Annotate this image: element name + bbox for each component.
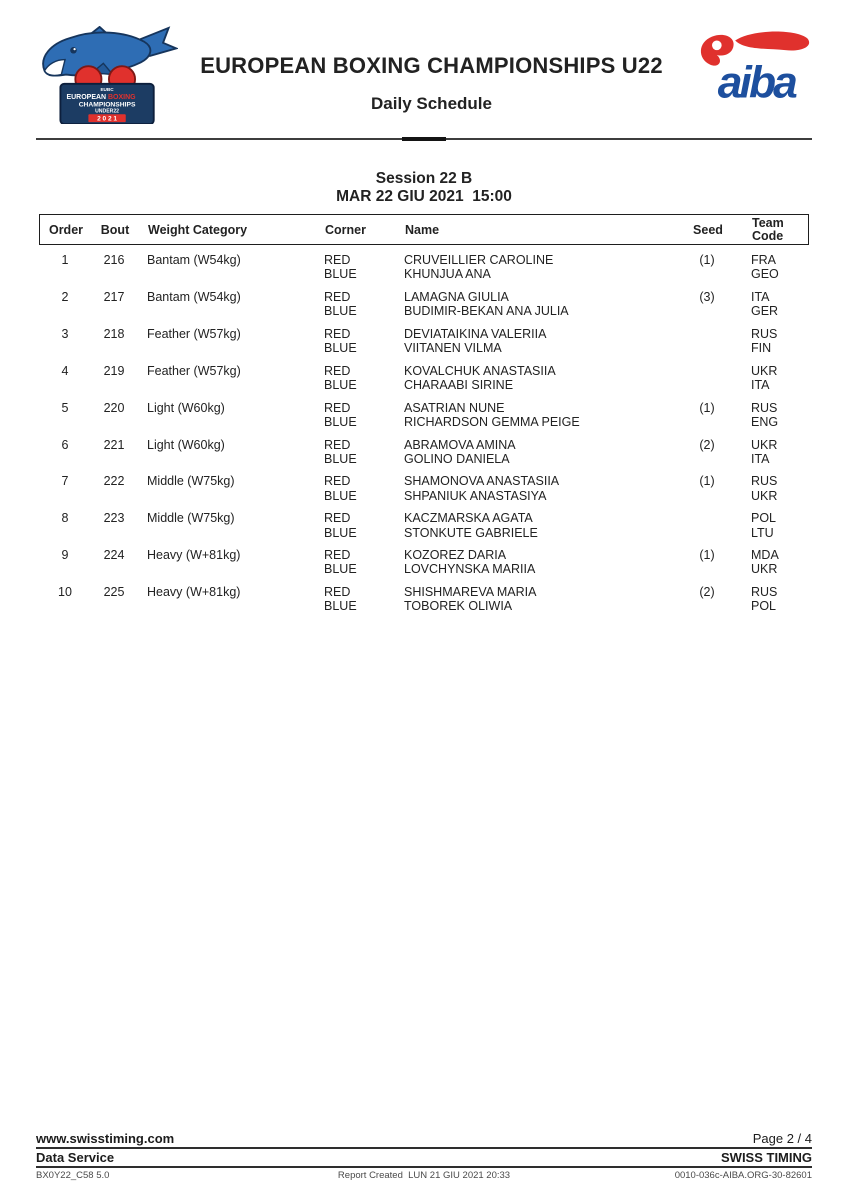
- aiba-wordmark: aiba: [717, 58, 795, 108]
- eubc-badge-boxing-text: BOXING: [108, 93, 136, 101]
- seed-column: [679, 401, 735, 429]
- bout-order: 4: [61, 363, 69, 378]
- red-corner-label: RED: [324, 253, 351, 267]
- header-divider: [36, 138, 812, 140]
- bout-row: [39, 474, 809, 502]
- bout-number: 216: [103, 253, 125, 267]
- name-column: [400, 364, 679, 392]
- footer-doc-id: 0010-036c-AIBA.ORG-30-82601: [674, 1170, 812, 1181]
- session-datetime: MAR 22 GIU 2021 15:00: [336, 188, 512, 205]
- column-header-weight-category: Weight Category: [148, 222, 248, 237]
- column-header-team-code: [736, 217, 810, 243]
- seed-column: [679, 290, 735, 318]
- blue-boxer-name: SHPANIUK ANASTASIYA: [404, 488, 547, 503]
- corner-column: [320, 401, 400, 429]
- red-team-code: UKR: [751, 437, 778, 452]
- seed-column: [679, 585, 735, 613]
- header-titles: [178, 26, 685, 114]
- blue-corner-label: BLUE: [324, 599, 357, 614]
- red-corner-label: RED: [324, 400, 351, 415]
- blue-boxer-name: TOBOREK OLIWIA: [404, 599, 513, 614]
- blue-corner-label: BLUE: [324, 525, 357, 540]
- corner-column: [320, 511, 400, 539]
- bout-order: 8: [61, 511, 69, 526]
- corner-column: [320, 548, 400, 576]
- red-boxer-name: LAMAGNA GIULIA: [404, 289, 509, 304]
- name-column: [400, 253, 679, 281]
- aiba-logo: [685, 26, 820, 113]
- bout-weight-category: Heavy (W+81kg): [147, 548, 241, 563]
- bout-number: 222: [103, 474, 125, 489]
- corner-column: [320, 474, 400, 502]
- corner-column: [320, 327, 400, 355]
- bout-number: 224: [103, 548, 125, 563]
- blue-boxer-name: KHUNJUA ANA: [404, 267, 491, 282]
- footer-company-label: SWISS TIMING: [721, 1150, 812, 1165]
- footer-report-created: Report Created LUN 21 GIU 2021 20:33: [337, 1170, 511, 1181]
- red-seed-value: (1): [699, 400, 715, 415]
- bout-weight-category: Feather (W57kg): [147, 363, 241, 378]
- bout-order: 10: [58, 585, 72, 600]
- seed-column: [679, 474, 735, 502]
- seed-column: [679, 253, 735, 281]
- blue-team-code: GEO: [751, 267, 779, 282]
- red-team-code: MDA: [751, 548, 779, 563]
- blue-boxer-name: STONKUTE GABRIELE: [404, 525, 538, 540]
- blue-corner-label: BLUE: [324, 562, 357, 577]
- red-boxer-name: CRUVEILLIER CAROLINE: [404, 253, 554, 267]
- red-corner-label: RED: [324, 289, 351, 304]
- bout-number: 217: [103, 289, 125, 304]
- document-footer: [36, 1131, 812, 1181]
- red-seed-value: (1): [699, 474, 715, 489]
- bout-order: 2: [61, 289, 69, 304]
- bout-number: 220: [103, 400, 125, 415]
- column-header-team-line2: Code: [752, 228, 784, 243]
- blue-team-code: FIN: [751, 341, 772, 356]
- eubc-badge-top-text: EUBC: [100, 86, 114, 92]
- name-column: [400, 511, 679, 539]
- blue-team-code: POL: [751, 599, 777, 614]
- red-corner-label: RED: [324, 363, 351, 378]
- red-team-code: FRA: [751, 253, 776, 267]
- team-column: [735, 474, 809, 502]
- aiba-swoosh-right-icon: [735, 32, 809, 51]
- bout-row: [39, 364, 809, 392]
- session-header: [0, 170, 848, 206]
- red-seed-value: (3): [699, 289, 715, 304]
- eubc-badge-year-text: 2 0 2 1: [97, 115, 118, 123]
- bout-weight-category: Feather (W57kg): [147, 326, 241, 341]
- blue-seed-value: (2): [699, 585, 715, 600]
- blue-corner-label: BLUE: [324, 414, 357, 429]
- bout-row: [39, 548, 809, 576]
- corner-column: [320, 253, 400, 281]
- bout-number: 223: [103, 511, 125, 526]
- red-team-code: RUS: [751, 400, 778, 415]
- red-seed-value: (1): [699, 253, 715, 267]
- bout-row: [39, 253, 809, 281]
- red-corner-label: RED: [324, 326, 351, 341]
- seed-column: [679, 438, 735, 466]
- footer-divider-2: [36, 1166, 812, 1168]
- blue-corner-label: BLUE: [324, 341, 357, 356]
- red-team-code: POL: [751, 511, 777, 526]
- bout-row: [39, 438, 809, 466]
- document-header: [0, 0, 848, 129]
- bout-number: 218: [103, 326, 125, 341]
- seed-column: [679, 511, 735, 539]
- blue-team-code: UKR: [751, 488, 778, 503]
- shark-icon: [43, 27, 176, 76]
- blue-boxer-name: BUDIMIR-BEKAN ANA JULIA: [404, 304, 569, 319]
- footer-service-label: Data Service: [36, 1150, 115, 1165]
- bout-order: 3: [61, 326, 69, 341]
- red-corner-label: RED: [324, 511, 351, 526]
- name-column: [400, 438, 679, 466]
- bout-order: 1: [61, 253, 69, 267]
- eubc-logo: [38, 26, 178, 129]
- name-column: [400, 327, 679, 355]
- seed-column: [679, 548, 735, 576]
- table-header-row: [39, 214, 809, 245]
- bout-row: [39, 327, 809, 355]
- corner-column: [320, 438, 400, 466]
- footer-page-number: Page 2 / 4: [752, 1131, 812, 1146]
- red-boxer-name: KOVALCHUK ANASTASIIA: [404, 363, 556, 378]
- bout-weight-category: Bantam (W54kg): [147, 289, 241, 304]
- bout-weight-category: Light (W60kg): [147, 400, 225, 415]
- schedule-table: [39, 214, 809, 614]
- blue-boxer-name: VIITANEN VILMA: [404, 341, 502, 356]
- column-header-team-line1: Team: [752, 215, 784, 230]
- session-name: Session 22 B: [375, 170, 473, 187]
- blue-corner-label: BLUE: [324, 451, 357, 466]
- team-column: [735, 548, 809, 576]
- red-boxer-name: KOZOREZ DARIA: [404, 548, 507, 563]
- red-boxer-name: SHISHMAREVA MARIA: [404, 585, 537, 600]
- team-column: [735, 511, 809, 539]
- blue-corner-label: BLUE: [324, 488, 357, 503]
- team-column: [735, 585, 809, 613]
- red-team-code: ITA: [751, 289, 770, 304]
- team-column: [735, 290, 809, 318]
- red-boxer-name: DEVIATAIKINA VALERIIA: [404, 326, 547, 341]
- eubc-badge: [60, 84, 153, 124]
- bout-row: [39, 290, 809, 318]
- blue-boxer-name: LOVCHYNSKA MARIIA: [404, 562, 536, 577]
- bout-number: 225: [103, 585, 125, 600]
- bout-order: 7: [61, 474, 69, 489]
- blue-team-code: UKR: [751, 562, 778, 577]
- bout-weight-category: Heavy (W+81kg): [147, 585, 241, 600]
- column-header-seed: Seed: [693, 222, 723, 237]
- red-team-code: RUS: [751, 326, 778, 341]
- blue-corner-label: BLUE: [324, 304, 357, 319]
- footer-website: www.swisstiming.com: [36, 1131, 175, 1146]
- eubc-badge-championships-text: CHAMPIONSHIPS: [78, 101, 136, 109]
- bout-weight-category: Middle (W75kg): [147, 474, 235, 489]
- blue-seed-value: (2): [699, 437, 715, 452]
- table-body: [39, 253, 809, 614]
- column-header-name: Name: [405, 222, 440, 237]
- corner-column: [320, 290, 400, 318]
- blue-corner-label: BLUE: [324, 267, 357, 282]
- team-column: [735, 401, 809, 429]
- name-column: [400, 548, 679, 576]
- blue-team-code: ITA: [751, 451, 770, 466]
- column-header-order: Order: [48, 222, 84, 237]
- red-corner-label: RED: [324, 548, 351, 563]
- corner-column: [320, 364, 400, 392]
- column-header-bout: Bout: [100, 222, 130, 237]
- eubc-badge-under22-text: UNDER22: [95, 108, 120, 115]
- bout-number: 221: [103, 437, 125, 452]
- eubc-logo-graphic: [38, 26, 178, 124]
- column-header-corner: Corner: [325, 222, 366, 237]
- blue-team-code: ITA: [751, 377, 770, 392]
- seed-column: [679, 327, 735, 355]
- team-column: [735, 438, 809, 466]
- bout-row: [39, 401, 809, 429]
- team-column: [735, 327, 809, 355]
- red-boxer-name: ABRAMOVA AMINA: [404, 437, 516, 452]
- bout-number: 219: [103, 363, 125, 378]
- aiba-logo-graphic: [685, 26, 820, 108]
- page-title: EUROPEAN BOXING CHAMPIONSHIPS U22: [200, 53, 663, 78]
- red-team-code: RUS: [751, 585, 778, 600]
- bout-order: 9: [61, 548, 69, 563]
- team-column: [735, 364, 809, 392]
- eubc-badge-european-text: EUROPEAN: [66, 93, 107, 101]
- name-column: [400, 474, 679, 502]
- red-corner-label: RED: [324, 437, 351, 452]
- bout-order: 6: [61, 437, 69, 452]
- blue-boxer-name: GOLINO DANIELA: [404, 451, 510, 466]
- corner-column: [320, 585, 400, 613]
- red-corner-label: RED: [324, 585, 351, 600]
- header-divider-center-mark: [402, 137, 446, 141]
- red-team-code: RUS: [751, 474, 778, 489]
- red-boxer-name: SHAMONOVA ANASTASIIA: [404, 474, 560, 489]
- red-team-code: UKR: [751, 363, 778, 378]
- blue-boxer-name: RICHARDSON GEMMA PEIGE: [404, 414, 580, 429]
- blue-team-code: GER: [751, 304, 779, 319]
- page-subtitle: Daily Schedule: [371, 94, 492, 113]
- bout-weight-category: Middle (W75kg): [147, 511, 235, 526]
- footer-divider-1: [36, 1147, 812, 1149]
- bout-weight-category: Bantam (W54kg): [147, 253, 241, 267]
- red-corner-label: RED: [324, 474, 351, 489]
- bout-order: 5: [61, 400, 69, 415]
- bout-row: [39, 585, 809, 613]
- red-boxer-name: KACZMARSKA AGATA: [404, 511, 533, 526]
- blue-corner-label: BLUE: [324, 377, 357, 392]
- red-seed-value: (1): [699, 548, 715, 563]
- name-column: [400, 401, 679, 429]
- red-boxer-name: ASATRIAN NUNE: [404, 400, 505, 415]
- team-column: [735, 253, 809, 281]
- bout-weight-category: Light (W60kg): [147, 437, 225, 452]
- bout-row: [39, 511, 809, 539]
- name-column: [400, 290, 679, 318]
- blue-boxer-name: CHARAABI SIRINE: [404, 377, 514, 392]
- footer-report-code: BX0Y22_C58 5.0: [36, 1170, 110, 1181]
- blue-team-code: LTU: [751, 525, 774, 540]
- blue-team-code: ENG: [751, 414, 779, 429]
- name-column: [400, 585, 679, 613]
- seed-column: [679, 364, 735, 392]
